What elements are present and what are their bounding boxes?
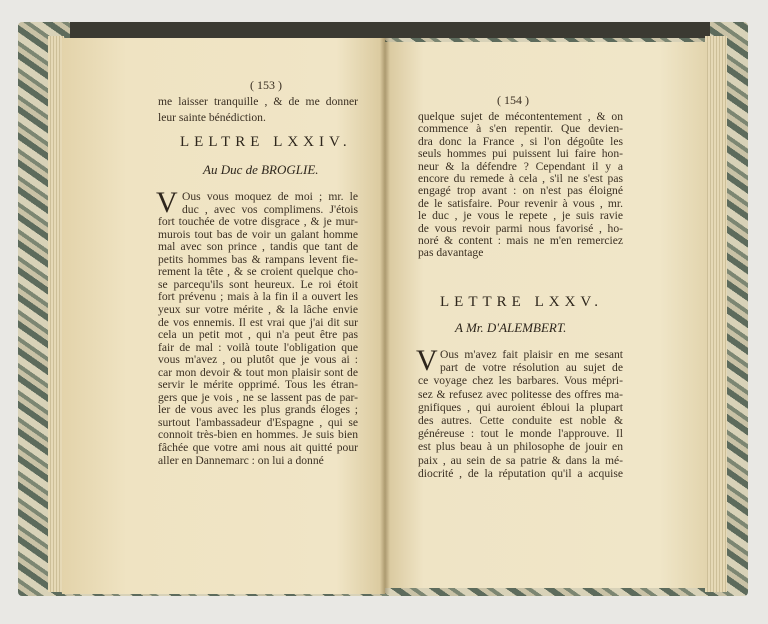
letter-heading: LETTRE LXXV. bbox=[440, 294, 604, 310]
text-line: murois tout bas de voir un galant homme bbox=[158, 227, 358, 241]
text-line: part de votre résolution au sujet de bbox=[440, 361, 623, 375]
text-line: de vos ennemis. Il est vrai que j'ai dit sur bbox=[158, 315, 358, 329]
text-line: engagé trop avant : on n'est pas éloigné bbox=[418, 184, 623, 198]
page-number: ( 154 ) bbox=[497, 93, 529, 107]
text-line: duc , avec vos complimens. J'étois bbox=[182, 202, 358, 216]
text-line: dra donc la France , si l'on dégoûte les bbox=[418, 134, 623, 148]
text-line: noré & content : mais ne m'en remerciez bbox=[418, 234, 623, 247]
drop-cap: V bbox=[156, 186, 178, 219]
text-line: fair de mal : voilà toute l'obligation que bbox=[158, 340, 358, 354]
text-line: yeux sur votre mérite , & la lâche envie bbox=[158, 302, 358, 316]
text-line: Ous vous moquez de moi ; mr. le bbox=[182, 190, 358, 203]
text-line: ce voyage chez les barbares. Vous mépri- bbox=[418, 374, 623, 388]
text-line: commence à s'en repentir. Que devien- bbox=[418, 122, 623, 136]
text-line: sez & refusez avec politesse des offres ma- bbox=[418, 387, 623, 401]
text-line: généreuse : tout le monde l'approuve. Il bbox=[418, 427, 623, 441]
page-number: ( 153 ) bbox=[250, 78, 282, 92]
text-line: mal avec son prince , tandis que tant de bbox=[158, 240, 358, 254]
text-line: surtout l'ambassadeur d'Espagne , qui se bbox=[158, 415, 358, 429]
text-line: gnifiques , qui auroient ébloui la plupart bbox=[418, 400, 623, 414]
text-line: vous m'avez , ou plutôt que je vous ai : bbox=[158, 353, 358, 367]
letter-recipient: Au Duc de BROGLIE. bbox=[203, 162, 319, 177]
text-line: quelque sujet de mécontentement , & on bbox=[418, 110, 623, 123]
text-line: gers que je vois , ne se lassent pas de par- bbox=[158, 390, 358, 404]
text-line: fâchée que votre ami nous ait quitté pour bbox=[158, 441, 358, 454]
text-line: pas davantage bbox=[418, 246, 484, 260]
text-line: encore du remede à cela , s'il ne s'est pas bbox=[418, 172, 623, 185]
text-line: rement la tête , & se croient quelque cho- bbox=[158, 265, 358, 279]
text-line: servir le mérite opprimé. Tous les étran- bbox=[158, 378, 358, 392]
text-line: se parcequ'ils sont heureux. Le roi étoit bbox=[158, 277, 358, 291]
text-line: de vous revoir parmi nous favorisé , ho- bbox=[418, 221, 623, 235]
drop-cap: V bbox=[416, 344, 438, 377]
text-line: connoit très-bien en hommes. Je suis bien bbox=[158, 428, 358, 442]
text-line: Ous m'avez fait plaisir en me sesant bbox=[440, 348, 623, 361]
text-line: diocrité , de la réputation qu'il a acquise bbox=[418, 466, 623, 480]
text-line: est plus beau à un philosophe de jouir en bbox=[418, 440, 623, 454]
letter-heading: LELTRE LXXIV. bbox=[180, 134, 352, 150]
text-line: neur & la défendre ? Cependant il y a bbox=[418, 159, 623, 173]
text-line: car mon devoir & tout mon plaisir sont de bbox=[158, 365, 358, 379]
text-line: me laisser tranquille , & de me donner bbox=[158, 95, 358, 108]
text-line: paix , au sein de sa patrie & dans la mé- bbox=[418, 453, 623, 467]
text-line: leur sainte bénédiction. bbox=[158, 111, 266, 124]
text-line: de le satisfaire. Pour revenir à vous , mr. bbox=[418, 196, 623, 210]
text-line: seuls hommes pui puissent lui faire hon- bbox=[418, 147, 623, 161]
text-line: des autres. Cette conduite est noble & bbox=[418, 414, 623, 427]
letter-recipient: A Mr. D'ALEMBERT. bbox=[455, 320, 567, 335]
text-line: fort prévenu ; mais à la fin il a ouvert les bbox=[158, 290, 358, 304]
text-line: fort touchée de votre disgrace , & je mur- bbox=[158, 215, 358, 229]
text-line: aller en Dannemarc : on lui a donné bbox=[158, 453, 324, 467]
text-line: cela un petit mot , qui n'a peut être pas bbox=[158, 328, 358, 342]
text-line: ler de vous avec les plus grands éloges ; bbox=[158, 403, 358, 417]
text-line: petits hommes bas & rampans levent fie- bbox=[158, 252, 358, 266]
text-line: le duc , je vous le repete , je suis ravie bbox=[418, 209, 623, 223]
